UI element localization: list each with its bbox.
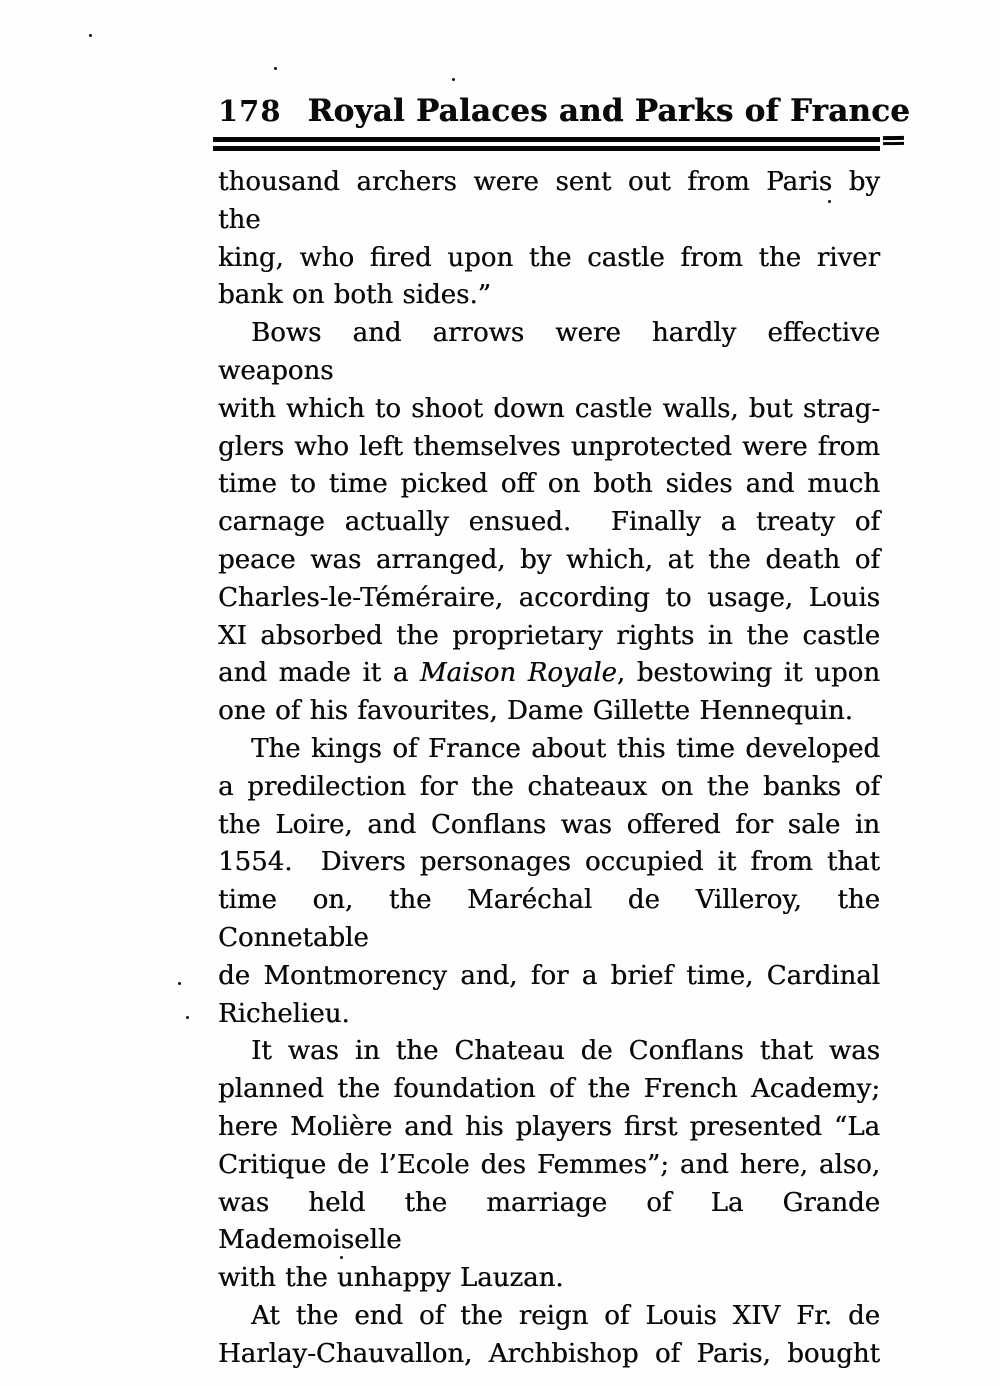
scan-speck — [274, 67, 277, 70]
text-line: with which to shoot down castle walls, but strag- — [218, 393, 880, 424]
text-line: here Molière and his players first presented “La — [218, 1111, 880, 1142]
paragraph — [218, 164, 880, 315]
text-line: was held the marriage of La Grande Mademoiselle — [218, 1187, 880, 1256]
page-body — [218, 164, 880, 1374]
text-line: The kings of France about this time developed — [251, 733, 880, 764]
text-line: Richelieu. — [218, 998, 350, 1029]
paragraph — [218, 315, 880, 731]
text-line: Bows and arrows were hardly effective weapons — [218, 318, 880, 386]
text-line: a predilection for the chateaux on the banks of — [218, 771, 880, 802]
rule-line-top — [213, 137, 880, 142]
page-number: 178 — [218, 94, 282, 128]
text-line: planned the foundation of the French Academy; — [218, 1074, 880, 1105]
text-line: with the unhappy Lauzan. — [218, 1263, 564, 1294]
text-line: Critique de l’Ecole des Femmes”; and here, also, — [218, 1149, 880, 1180]
text-line: and made it a Maison Royale, bestowing it upon — [218, 658, 880, 689]
text-line: time on, the Maréchal de Villeroy, the Connetable — [218, 885, 880, 953]
paragraph — [218, 1298, 880, 1374]
scan-speck — [186, 1016, 189, 1019]
text-line: the Loire, and Conflans was offered for sale in — [218, 809, 880, 840]
rule-line-bottom — [213, 146, 880, 151]
text-line: XI absorbed the proprietary rights in the castle — [218, 620, 880, 651]
running-title: Royal Palaces and Parks of France — [307, 93, 911, 129]
rule-end-artifact — [883, 136, 904, 145]
scan-speck — [178, 982, 181, 985]
header-rule — [213, 137, 880, 151]
scan-speck — [452, 78, 455, 81]
text-line: At the end of the reign of Louis XIV Fr. de — [251, 1300, 880, 1331]
text-line: carnage actually ensued. Finally a treaty of — [218, 507, 880, 538]
text-line: thousand archers were sent out from Paris by the — [218, 167, 880, 235]
text-line: de Montmorency and, for a brief time, Cardinal — [218, 960, 880, 991]
text-line: time to time picked off on both sides and much — [218, 469, 880, 500]
text-line: Harlay-Chauvallon, Archbishop of Paris, bought — [218, 1338, 880, 1369]
paragraph — [218, 1033, 880, 1298]
text-line: king, who fired upon the castle from the river — [218, 242, 880, 273]
page-content — [218, 93, 911, 1374]
text-line: one of his favourites, Dame Gillette Hennequin. — [218, 696, 853, 727]
text-line: bank on both sides.” — [218, 280, 491, 311]
text-line: It was in the Chateau de Conflans that was — [251, 1036, 880, 1067]
page-header — [218, 93, 911, 129]
paragraph — [218, 731, 880, 1033]
scan-speck — [89, 34, 92, 37]
text-line: 1554. Divers personages occupied it from that — [218, 847, 880, 878]
text-line: glers who left themselves unprotected were from — [218, 431, 880, 462]
text-line: Charles-le-Téméraire, according to usage, Louis — [218, 582, 880, 613]
text-line: peace was arranged, by which, at the death of — [218, 544, 880, 575]
